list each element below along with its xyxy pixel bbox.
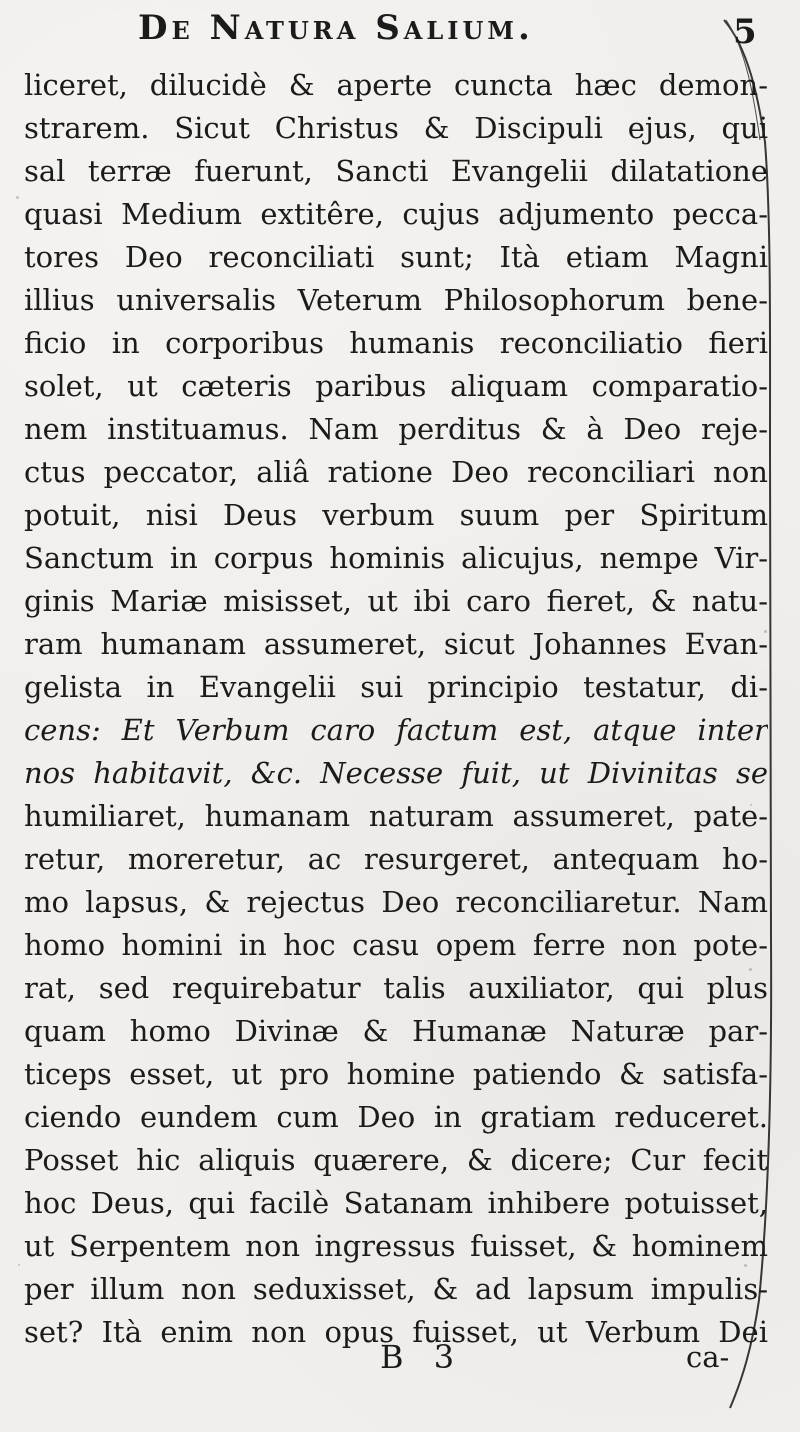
print-speck [18,1264,20,1266]
text-line: sal terræ fuerunt, Sancti Evangelii dilatatione [24,154,768,188]
print-speck [744,1264,747,1267]
text-line: gelista in Evangelii sui principio testatur, di- [24,670,768,704]
text-line: illius universalis Veterum Philosophorum bene- [24,283,768,317]
print-speck [749,968,752,971]
text-line: retur, moreretur, ac resurgeret, antequam ho- [24,842,768,876]
text-line: nem instituamus. Nam perditus & à Deo reje- [24,412,768,446]
scripture-quote-line: nos habitavit, &c. Necesse fuit, ut Divinitas se [24,756,768,790]
text-line: liceret, dilucidè & aperte cuncta hæc demon- [24,68,768,102]
text-line: rat, sed requirebatur talis auxiliator, qui plus [24,971,768,1005]
text-line: ficio in corporibus humanis reconciliatio fieri [24,326,768,360]
text-line: humiliaret, humanam naturam assumeret, pate- [24,799,768,833]
text-line: potuit, nisi Deus verbum suum per Spiritum [24,498,768,532]
text-line: tores Deo reconciliati sunt; Ità etiam Magni [24,240,768,274]
scripture-quote-line: cens: Et Verbum caro factum est, atque inter [24,713,768,747]
text-line: hoc Deus, qui facilè Satanam inhibere potuisset, [24,1186,768,1220]
text-line: set? Ità enim non opus fuisset, ut Verbum Dei [24,1315,768,1349]
text-line: solet, ut cæteris paribus aliquam comparatio- [24,369,768,403]
signature-mark: B 3 [380,1338,465,1376]
print-speck [764,630,767,633]
text-line: ram humanam assumeret, sicut Johannes Evan- [24,627,768,661]
print-speck [16,196,19,199]
text-line: ctus peccator, aliâ ratione Deo reconciliari non [24,455,768,489]
text-line: ginis Mariæ misisset, ut ibi caro fieret, & natu- [24,584,768,618]
text-line: quam homo Divinæ & Humanæ Naturæ par- [24,1014,768,1048]
text-line: homo homini in hoc casu opem ferre non pote- [24,928,768,962]
text-line: Posset hic aliquis quærere, & dicere; Cur fecit [24,1143,768,1177]
text-line: ut Serpentem non ingressus fuisset, & hominem [24,1229,768,1263]
text-line: Sanctum in corpus hominis alicujus, nempe Vir- [24,541,768,575]
catchword: ca- [686,1340,730,1374]
text-line: quasi Medium extitêre, cujus adjumento pecca- [24,197,768,231]
text-line: ciendo eundem cum Deo in gratiam reduceret. [24,1100,768,1134]
text-line: ticeps esset, ut pro homine patiendo & satisfa- [24,1057,768,1091]
print-speck [750,804,752,806]
running-title: De Natura Salium. [138,8,534,48]
page-footer [0,1338,800,1394]
text-line: strarem. Sicut Christus & Discipuli ejus, qui [24,111,768,145]
text-line: per illum non seduxisset, & ad lapsum impulis- [24,1272,768,1306]
body-text [24,64,768,1354]
text-line: mo lapsus, & rejectus Deo reconciliaretur. Nam [24,885,768,919]
page-header [0,8,800,60]
page-number: 5 [733,12,757,52]
